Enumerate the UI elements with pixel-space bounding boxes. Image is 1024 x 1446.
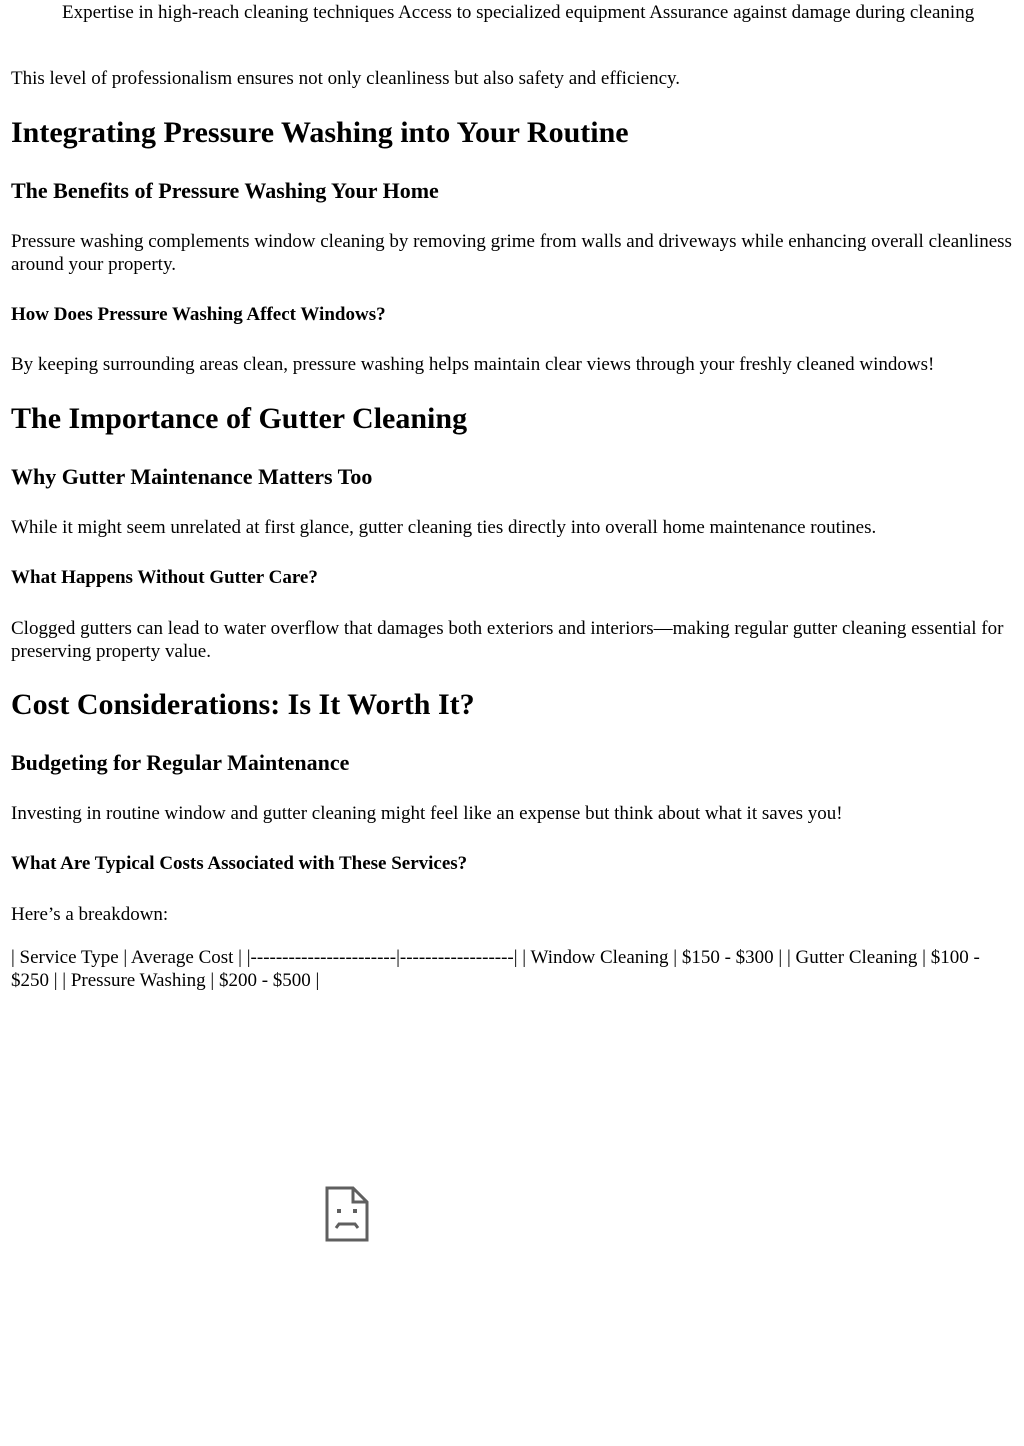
intro-list-item: Expertise in high-reach cleaning techniques Access to specialized equipment Assurance against damage during cleaning [62,2,975,23]
section-question: What Are Typical Costs Associated with These Services? [11,853,468,874]
section-heading-pressure-washing: Integrating Pressure Washing into Your Routine [11,116,629,149]
section-subheading-gutter-maintenance: Why Gutter Maintenance Matters Too [11,464,373,489]
section-paragraph: Here’s a breakdown: [11,904,169,925]
section-subheading-budgeting: Budgeting for Regular Maintenance [11,750,350,775]
broken-image-icon [325,1186,369,1242]
intro-paragraph: This level of professionalism ensures not only cleanliness but also safety and efficiency. [11,68,681,89]
section-subheading-benefits: The Benefits of Pressure Washing Your Home [11,178,439,203]
section-question: How Does Pressure Washing Affect Windows? [11,304,386,325]
section-paragraph: Clogged gutters can lead to water overflow that damages both exteriors and interiors—making regular gutter cleaning essential for preserving property value. [11,618,1004,662]
section-heading-gutter-cleaning: The Importance of Gutter Cleaning [11,402,468,435]
section-question: What Happens Without Gutter Care? [11,567,318,588]
cost-table-text: | Service Type | Average Cost | |-----------------------|------------------| | Window Cleaning | $150 - $300 | | Gutter Cleaning | $100 - $250 | | Pressure Washing | $200 - $500 | [11,947,980,991]
section-paragraph: Pressure washing complements window cleaning by removing grime from walls and driveways while enhancing overall cleanliness around your property. [11,231,1012,275]
section-paragraph: By keeping surrounding areas clean, pressure washing helps maintain clear views through your freshly cleaned windows! [11,354,935,375]
section-paragraph: Investing in routine window and gutter cleaning might feel like an expense but think about what it saves you! [11,803,843,824]
section-heading-cost: Cost Considerations: Is It Worth It? [11,688,475,721]
section-paragraph: While it might seem unrelated at first glance, gutter cleaning ties directly into overall home maintenance routines. [11,517,877,538]
